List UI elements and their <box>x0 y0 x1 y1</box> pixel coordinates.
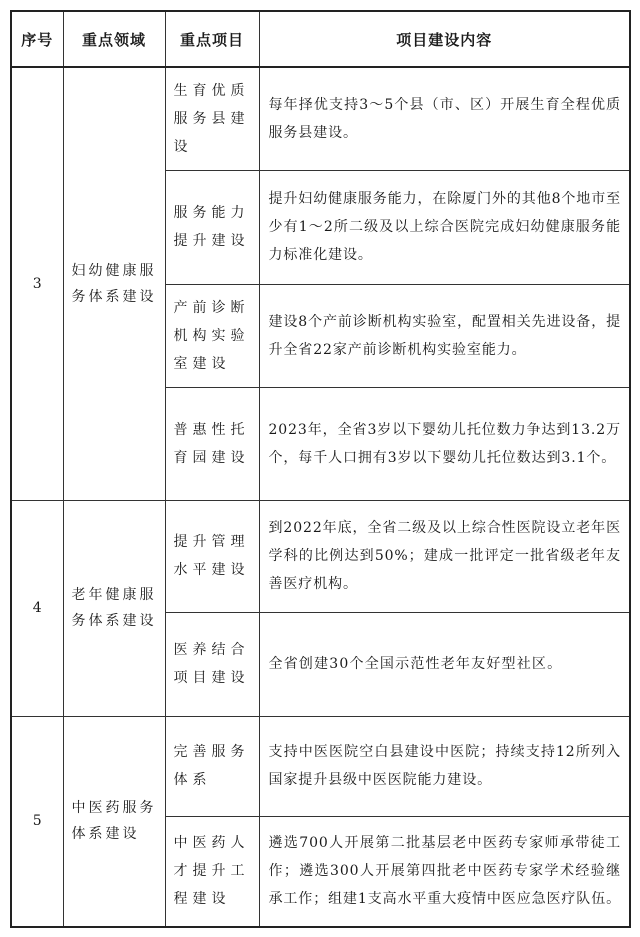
header-project: 重点项目 <box>165 11 259 67</box>
key-project: 生育优质服务县建设 <box>165 67 259 170</box>
key-project: 医养结合项目建设 <box>165 612 259 716</box>
table-row <box>11 67 630 170</box>
header-no: 序号 <box>11 11 63 67</box>
key-area: 中医药服务体系建设 <box>63 716 165 927</box>
group-number: 4 <box>11 500 63 716</box>
project-content: 遴选700人开展第二批基层老中医药专家师承带徒工作；遴选300人开展第四批老中医药专家学术经验继承工作；组建1支高水平重大疫情中医应急医疗队伍。 <box>259 816 630 927</box>
project-content: 支持中医医院空白县建设中医院；持续支持12所列入国家提升县级中医医院能力建设。 <box>259 716 630 816</box>
key-project: 中医药人才提升工程建设 <box>165 816 259 927</box>
key-project: 完善服务体系 <box>165 716 259 816</box>
project-content: 2023年，全省3岁以下婴幼儿托位数力争达到13.2万个，每千人口拥有3岁以下婴幼儿托位数达到3.1个。 <box>259 387 630 500</box>
header-content: 项目建设内容 <box>259 11 630 67</box>
header-area: 重点领域 <box>63 11 165 67</box>
key-area: 老年健康服务体系建设 <box>63 500 165 716</box>
project-content: 全省创建30个全国示范性老年友好型社区。 <box>259 612 630 716</box>
key-project: 普惠性托育园建设 <box>165 387 259 500</box>
key-project: 服务能力提升建设 <box>165 170 259 284</box>
group-number: 5 <box>11 716 63 927</box>
key-project: 产前诊断机构实验室建设 <box>165 284 259 387</box>
table-row <box>11 716 630 816</box>
project-content: 到2022年底，全省二级及以上综合性医院设立老年医学科的比例达到50%；建成一批评定一批省级老年友善医疗机构。 <box>259 500 630 612</box>
project-table <box>10 10 631 928</box>
key-area: 妇幼健康服务体系建设 <box>63 67 165 500</box>
group-number: 3 <box>11 67 63 500</box>
project-content: 建设8个产前诊断机构实验室，配置相关先进设备，提升全省22家产前诊断机构实验室能力。 <box>259 284 630 387</box>
table-row <box>11 500 630 612</box>
project-content: 每年择优支持3～5个县（市、区）开展生育全程优质服务县建设。 <box>259 67 630 170</box>
project-content: 提升妇幼健康服务能力，在除厦门外的其他8个地市至少有1～2所二级及以上综合医院完成妇幼健康服务能力标准化建设。 <box>259 170 630 284</box>
header-row <box>11 11 630 67</box>
key-project: 提升管理水平建设 <box>165 500 259 612</box>
